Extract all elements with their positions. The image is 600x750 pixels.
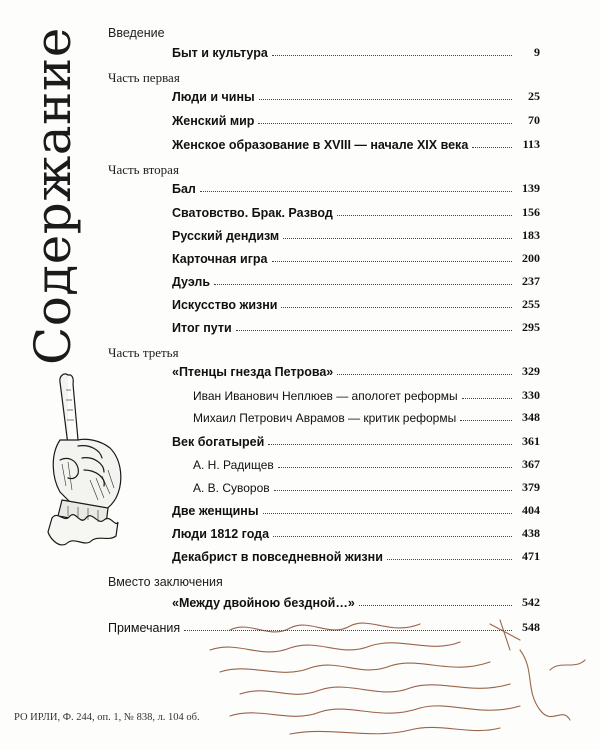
toc-subentry[interactable]	[193, 479, 540, 495]
toc-subentry[interactable]	[193, 456, 540, 472]
dot-leader	[359, 605, 512, 606]
toc-entry-page: 367	[522, 457, 540, 471]
toc-entry-title: Люди и чины	[172, 90, 255, 104]
toc-entry-page: 9	[534, 45, 540, 59]
dot-leader	[337, 215, 512, 216]
toc-entry-title: Декабрист в повседневной жизни	[172, 550, 383, 564]
toc-entry-page: 542	[522, 595, 540, 609]
dot-leader	[272, 261, 513, 262]
toc-entry-page: 113	[522, 137, 540, 151]
toc-entry[interactable]	[172, 227, 540, 243]
toc-entry-title: Две женщины	[172, 504, 259, 518]
toc-entry[interactable]	[172, 548, 540, 564]
dot-leader	[272, 55, 512, 56]
toc-entry[interactable]	[172, 363, 540, 379]
dot-leader	[337, 374, 512, 375]
toc-entry-title: Русский дендизм	[172, 229, 280, 243]
toc-entry-title: Женский мир	[172, 114, 255, 128]
dot-leader	[462, 398, 512, 399]
toc-entry-page: 329	[522, 364, 540, 378]
toc-entry-notes[interactable]	[108, 619, 540, 635]
toc-entry-page: 548	[522, 620, 540, 634]
dot-leader	[283, 238, 512, 239]
pointing-hand-illustration	[38, 360, 126, 560]
toc-entry-page: 183	[522, 228, 540, 242]
toc-entry[interactable]	[172, 44, 540, 60]
toc-entry-title: Иван Иванович Неплюев — апологет реформы	[193, 389, 458, 403]
toc-entry-title: Михаил Петрович Аврамов — критик реформы	[193, 411, 457, 425]
toc-entry-title: Примечания	[108, 621, 181, 635]
toc-entry-title: Сватовство. Брак. Развод	[172, 206, 333, 220]
toc-entry-title: Итог пути	[172, 321, 232, 335]
toc-entry[interactable]	[172, 88, 540, 104]
toc-entry-title: Дуэль	[172, 275, 211, 289]
toc-entry-title: Бал	[172, 182, 196, 196]
toc-entry[interactable]	[172, 296, 540, 312]
toc-entry[interactable]	[172, 525, 540, 541]
toc-entry-title: Люди 1812 года	[172, 527, 270, 541]
dot-leader	[263, 513, 512, 514]
toc-entry[interactable]	[172, 204, 540, 220]
toc-entry-page: 471	[522, 549, 540, 563]
toc-entry-page: 295	[522, 320, 540, 334]
section-heading-conclusion: Вместо заключения	[108, 575, 223, 589]
toc-entry-page: 25	[528, 89, 540, 103]
dot-leader	[268, 444, 512, 445]
toc-entry-title: «Птенцы гнезда Петрова»	[172, 365, 334, 379]
dot-leader	[281, 307, 512, 308]
toc-entry-page: 438	[522, 526, 540, 540]
toc-entry-page: 70	[528, 113, 540, 127]
toc-entry-title: Быт и культура	[172, 46, 268, 60]
toc-entry[interactable]	[172, 273, 540, 289]
dot-leader	[278, 467, 512, 468]
dot-leader	[259, 99, 512, 100]
toc-entry-page: 404	[522, 503, 540, 517]
toc-entry[interactable]	[172, 250, 540, 266]
toc-entry-title: Искусство жизни	[172, 298, 278, 312]
toc-entry[interactable]	[172, 319, 540, 335]
toc-entry-page: 330	[522, 388, 540, 402]
toc-entry-title: А. В. Суворов	[193, 481, 270, 495]
toc-entry-title: «Между двойною бездной…»	[172, 596, 355, 610]
section-heading-part1: Часть первая	[108, 70, 180, 85]
toc-entry-page: 200	[522, 251, 540, 265]
toc-entry-page: 379	[522, 480, 540, 494]
section-heading-intro: Введение	[108, 26, 165, 40]
section-heading-part3: Часть третья	[108, 345, 179, 360]
toc-entry[interactable]	[172, 594, 540, 610]
toc-entry-page: 348	[522, 410, 540, 424]
toc-subentry[interactable]	[193, 409, 540, 425]
dot-leader	[200, 191, 512, 192]
toc-entry[interactable]	[172, 112, 540, 128]
toc-entry-page: 139	[522, 181, 540, 195]
dot-leader	[387, 559, 512, 560]
toc-entry[interactable]	[172, 502, 540, 518]
toc-entry-title: Век богатырей	[172, 435, 265, 449]
dot-leader	[460, 420, 512, 421]
toc-entry-page: 156	[522, 205, 540, 219]
toc-entry[interactable]	[172, 180, 540, 196]
illustration-caption: РО ИРЛИ, Ф. 244, оп. 1, № 838, л. 104 об.	[14, 712, 200, 723]
toc-entry-title: Женское образование в XVIII — начале XIX века	[172, 138, 469, 152]
dot-leader	[258, 123, 512, 124]
toc-entry-title: А. Н. Радищев	[193, 458, 274, 472]
page-title: Содержание	[24, 27, 82, 365]
dot-leader	[184, 630, 512, 631]
toc-entry-page: 255	[522, 297, 540, 311]
dot-leader	[236, 330, 512, 331]
toc-entry-title: Карточная игра	[172, 252, 268, 266]
section-heading-part2: Часть вторая	[108, 162, 179, 177]
toc-entry-page: 237	[522, 274, 540, 288]
dot-leader	[273, 536, 512, 537]
dot-leader	[214, 284, 512, 285]
toc-entry-page: 361	[522, 434, 540, 448]
dot-leader	[274, 490, 512, 491]
toc-subentry[interactable]	[193, 387, 540, 403]
toc-entry[interactable]	[172, 433, 540, 449]
dot-leader	[472, 147, 512, 148]
toc-entry[interactable]	[172, 136, 540, 152]
